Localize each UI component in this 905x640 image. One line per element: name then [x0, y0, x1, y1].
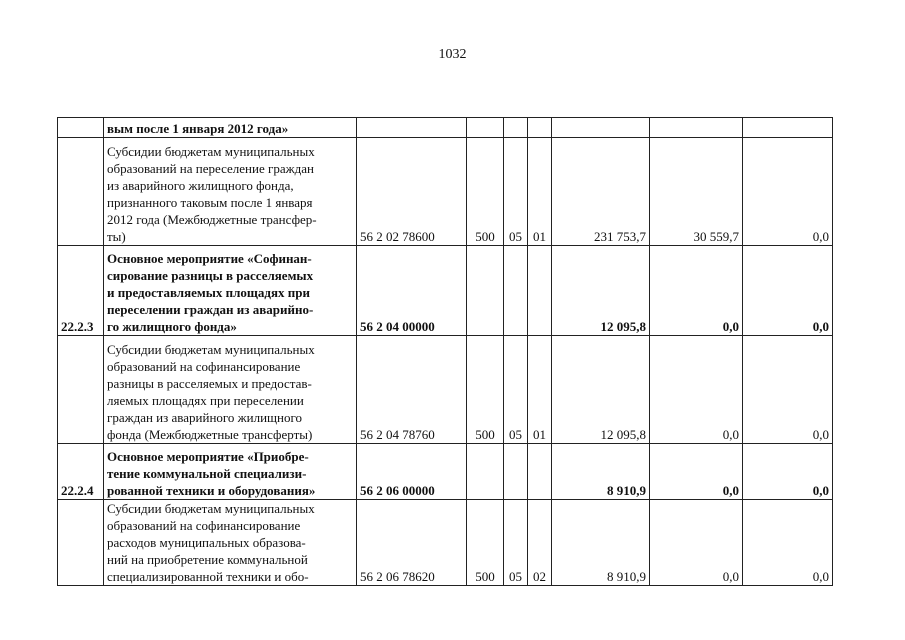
- section: 05: [504, 500, 528, 586]
- target-article-code: 56 2 02 78600: [357, 138, 467, 246]
- row-number: [58, 336, 104, 444]
- amount-1: 12 095,8: [552, 246, 650, 336]
- amount-1: 8 910,9: [552, 444, 650, 500]
- row-number: 22.2.4: [58, 444, 104, 500]
- amount-1: 231 753,7: [552, 138, 650, 246]
- row-number: 22.2.3: [58, 246, 104, 336]
- subsection: [528, 444, 552, 500]
- row-name: Субсидии бюджетам муниципальных образований на переселение граждан из аварийного жилищного фонда, признанного таковым после 1 января 2012 года (Межбюджетные трансфер- ты): [104, 138, 357, 246]
- subsection: [528, 118, 552, 138]
- table-row: [58, 336, 833, 444]
- expense-type: [467, 444, 504, 500]
- table-row: [58, 444, 833, 500]
- amount-1: 12 095,8: [552, 336, 650, 444]
- expense-type: 500: [467, 138, 504, 246]
- amount-2: 0,0: [650, 444, 743, 500]
- amount-3: 0,0: [743, 336, 833, 444]
- amount-3: 0,0: [743, 246, 833, 336]
- amount-3: 0,0: [743, 138, 833, 246]
- budget-table: [57, 117, 833, 586]
- table-row: [58, 246, 833, 336]
- amount-1: 8 910,9: [552, 500, 650, 586]
- target-article-code: 56 2 06 00000: [357, 444, 467, 500]
- expense-type: [467, 246, 504, 336]
- target-article-code: 56 2 04 00000: [357, 246, 467, 336]
- target-article-code: [357, 118, 467, 138]
- row-name: Субсидии бюджетам муниципальных образований на софинансирование разницы в расселяемых и предостав- ляемых площадях при переселении граждан из аварийного жилищного фонда (Межбюджетные трансферты): [104, 336, 357, 444]
- page-number: 1032: [438, 47, 467, 62]
- table-row: [58, 118, 833, 138]
- section: [504, 118, 528, 138]
- section: [504, 246, 528, 336]
- expense-type: 500: [467, 336, 504, 444]
- section: 05: [504, 336, 528, 444]
- section: [504, 444, 528, 500]
- row-name: Основное мероприятие «Приобре- тение коммунальной специализи- рованной техники и оборудования»: [104, 444, 357, 500]
- amount-2: 0,0: [650, 500, 743, 586]
- row-name: вым после 1 января 2012 года»: [104, 118, 357, 138]
- row-number: [58, 118, 104, 138]
- amount-3: 0,0: [743, 500, 833, 586]
- row-number: [58, 500, 104, 586]
- amount-3: [743, 118, 833, 138]
- table-row: [58, 138, 833, 246]
- table-row: [58, 500, 833, 586]
- target-article-code: 56 2 06 78620: [357, 500, 467, 586]
- subsection: 01: [528, 138, 552, 246]
- amount-3: 0,0: [743, 444, 833, 500]
- section: 05: [504, 138, 528, 246]
- expense-type: [467, 118, 504, 138]
- subsection: 01: [528, 336, 552, 444]
- amount-2: [650, 118, 743, 138]
- subsection: [528, 246, 552, 336]
- row-name: Субсидии бюджетам муниципальных образований на софинансирование расходов муниципальных образова- ний на приобретение коммунальной специализированной техники и обо-: [104, 500, 357, 586]
- row-number: [58, 138, 104, 246]
- expense-type: 500: [467, 500, 504, 586]
- row-name: Основное мероприятие «Софинан- сирование разницы в расселяемых и предоставляемых площадях при переселении граждан из аварийно- го жилищного фонда»: [104, 246, 357, 336]
- subsection: 02: [528, 500, 552, 586]
- amount-1: [552, 118, 650, 138]
- amount-2: 30 559,7: [650, 138, 743, 246]
- amount-2: 0,0: [650, 336, 743, 444]
- target-article-code: 56 2 04 78760: [357, 336, 467, 444]
- amount-2: 0,0: [650, 246, 743, 336]
